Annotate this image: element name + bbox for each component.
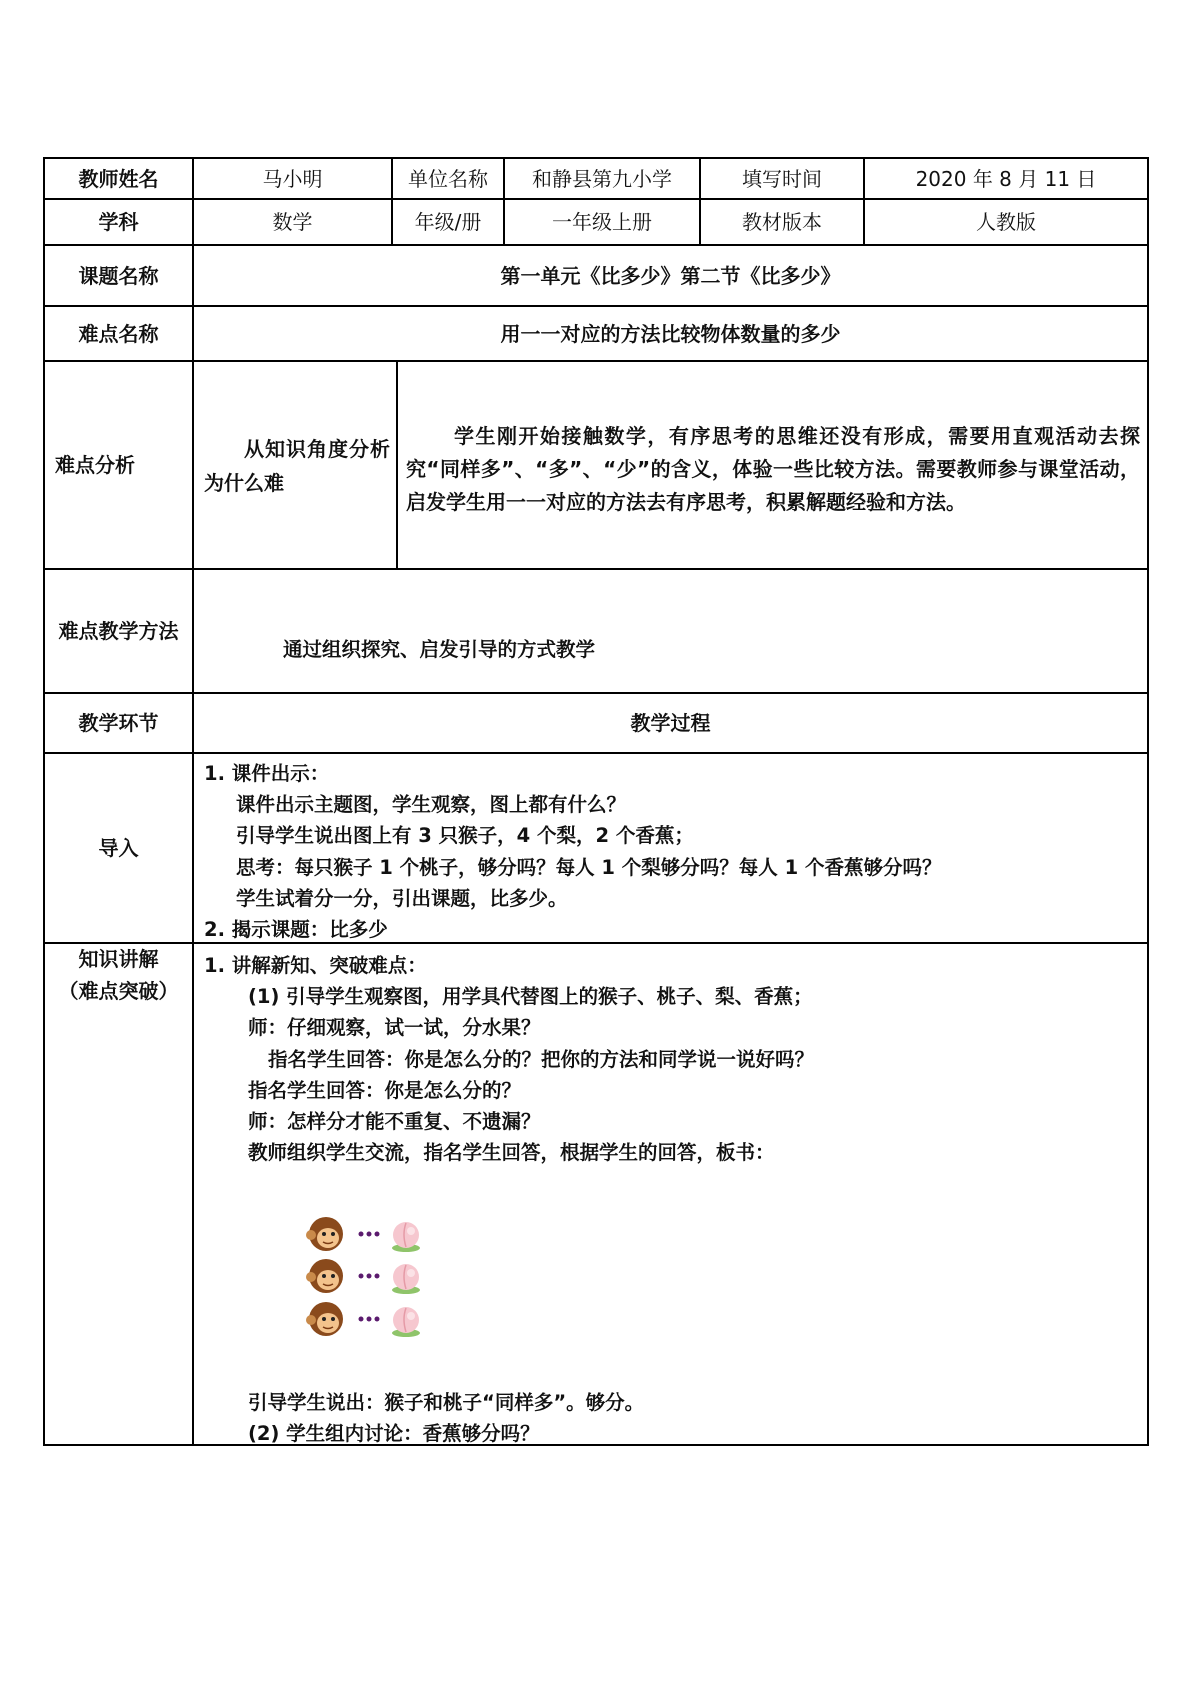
unit-value: 和静县第九小学 <box>532 166 672 191</box>
intro-line: 学生试着分一分，引出课题，比多少。 <box>236 887 568 910</box>
method-value: 通过组织探究、启发引导的方式教学 <box>283 638 596 661</box>
knowledge-line: (1) 引导学生观察图，用学具代替图上的猴子、桃子、梨、香蕉； <box>248 985 813 1008</box>
edition-label: 教材版本 <box>742 210 822 234</box>
intro-line: 思考：每只猴子 1 个桃子，够分吗？每人 1 个梨够分吗？每人 1 个香蕉够分吗？ <box>236 856 942 879</box>
topic-label: 课题名称 <box>78 263 159 288</box>
grade-value: 一年级上册 <box>552 210 652 234</box>
difficulty-label: 难点名称 <box>78 321 159 346</box>
difficulty-value: 用一一对应的方法比较物体数量的多少 <box>500 321 841 346</box>
edition-value: 人教版 <box>976 210 1036 234</box>
analysis-sublabel: 从知识角度分析为什么难 <box>204 437 390 495</box>
knowledge-line: 指名学生回答：你是怎么分的？ <box>248 1079 522 1102</box>
analysis-text: 学生刚开始接触数学，有序思考的思维还没有形成，需要用直观活动去探究“同样多”、“多”、“少”的含义，体验一些比较方法。需要教师参与课堂活动，启发学生用一一对应的方法去有序思考，积累解题经验和方法。 <box>406 424 1140 514</box>
knowledge-line: 1. 讲解新知、突破难点： <box>204 954 427 977</box>
dots-icon <box>359 1274 380 1279</box>
monkey-icon <box>306 1302 343 1336</box>
knowledge-line: 指名学生回答：你是怎么分的？把你的方法和同学说一说好吗？ <box>268 1048 815 1071</box>
date-value: 2020 年 8 月 11 日 <box>915 166 1097 191</box>
knowledge-line: 引导学生说出：猴子和桃子“同样多”。够分。 <box>248 1391 645 1414</box>
topic-value: 第一单元《比多少》第二节《比多少》 <box>500 263 841 288</box>
method-label: 难点教学方法 <box>58 619 179 643</box>
process-step-label: 教学环节 <box>78 711 159 735</box>
intro-line: 1. 课件出示： <box>204 762 330 785</box>
analysis-label: 难点分析 <box>55 453 135 477</box>
monkey-peach-pair <box>306 1256 446 1296</box>
grade-label: 年级/册 <box>414 210 482 234</box>
peach-icon <box>392 1222 420 1252</box>
knowledge-line: 师：仔细观察，试一试，分水果？ <box>248 1016 541 1039</box>
monkey-icon <box>306 1217 343 1251</box>
knowledge-line: 教师组织学生交流，指名学生回答，根据学生的回答，板书： <box>248 1141 775 1164</box>
peach-icon <box>392 1307 420 1337</box>
monkey-peach-pair <box>306 1214 446 1254</box>
dots-icon <box>359 1232 380 1237</box>
monkey-peach-pair <box>306 1299 446 1339</box>
dots-icon <box>359 1317 380 1322</box>
intro-line: 2. 揭示课题：比多少 <box>204 918 388 941</box>
unit-label: 单位名称 <box>408 166 488 191</box>
process-label: 教学过程 <box>630 711 711 735</box>
knowledge-line: 师：怎样分才能不重复、不遗漏？ <box>248 1110 541 1133</box>
subject-value: 数学 <box>272 210 313 234</box>
intro-line: 课件出示主题图，学生观察，图上都有什么？ <box>236 793 627 816</box>
knowledge-line: (2) 学生组内讨论：香蕉够分吗？ <box>248 1422 540 1445</box>
teacher-value: 马小明 <box>262 166 323 191</box>
subject-label: 学科 <box>98 210 139 234</box>
intro-line: 引导学生说出图上有 3 只猴子，4 个梨，2 个香蕉； <box>236 824 694 847</box>
knowledge-sublabel: （难点突破） <box>58 979 179 1003</box>
teacher-label: 教师姓名 <box>78 166 159 191</box>
intro-label: 导入 <box>98 836 139 860</box>
peach-icon <box>392 1264 420 1294</box>
date-label: 填写时间 <box>742 166 822 191</box>
monkey-icon <box>306 1259 343 1293</box>
knowledge-label: 知识讲解 <box>78 947 159 971</box>
